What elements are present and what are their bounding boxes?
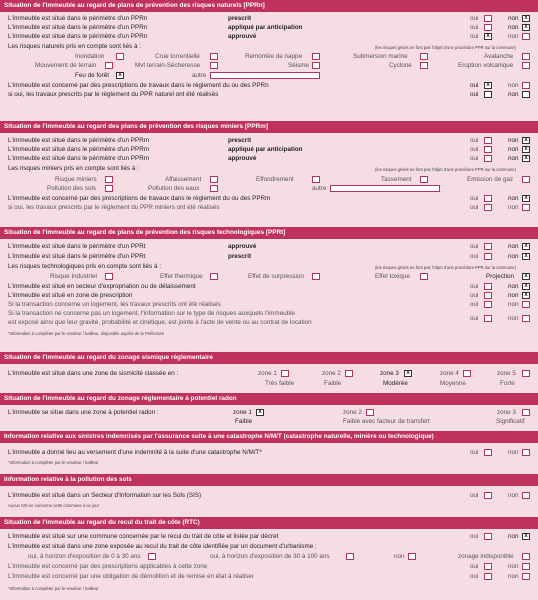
risk-thermique-checkbox[interactable] — [210, 273, 218, 280]
pprn-anticipation-non-checkbox[interactable] — [522, 24, 530, 31]
risk-miniers-checkbox[interactable] — [105, 176, 113, 183]
pprm-prescrit-oui-checkbox[interactable] — [484, 137, 492, 144]
zone-label: zone 1 — [258, 370, 277, 377]
sinistres-footnote: *Information à compléter par le vendeur / bailleur — [8, 460, 99, 465]
zone-level: Moyenne — [440, 380, 466, 387]
risk-label: Risque Industriel — [50, 273, 97, 280]
rtc-demolition-non-checkbox[interactable] — [522, 573, 530, 580]
oui-label: oui — [470, 253, 479, 260]
sis-footnote: Aucun SIS ne concerne cette commune à ce jour — [8, 503, 100, 508]
autre-label: autre — [312, 185, 327, 192]
risk-label: Tassement — [381, 176, 412, 183]
risk-pollution-eaux-checkbox[interactable] — [210, 185, 218, 192]
non-label: non — [508, 283, 519, 290]
pprn-anticipation-oui-checkbox[interactable] — [484, 24, 492, 31]
risk-inondation-checkbox[interactable] — [116, 53, 124, 60]
pprm-travaux-label: si oui, les travaux prescrits par le règlement du PPR miniers ont été réalisés — [8, 204, 220, 211]
oui-label: oui — [470, 449, 479, 456]
section-header-sinistres: Information relative aux sinistres indemnisés par l'assurance suite à une catastrophe N/M/T (catastrophe naturelle, minière ou technologique) — [0, 431, 538, 443]
pprm-travaux-oui-checkbox[interactable] — [484, 204, 492, 211]
rtc-demolition-oui-checkbox[interactable] — [484, 573, 492, 580]
section-radon — [0, 405, 538, 429]
risk-label: Remontée de nappe — [245, 53, 303, 60]
pprn-approuve-non-checkbox[interactable] — [522, 33, 530, 40]
non-label: non — [508, 449, 519, 456]
sismique-zone3-checkbox[interactable] — [404, 370, 412, 377]
risk-tassement-checkbox[interactable] — [420, 176, 428, 183]
pprm-prescriptions-non-checkbox[interactable] — [522, 195, 530, 202]
pprt-logement-non-checkbox[interactable] — [522, 301, 530, 308]
pprm-prescrit-value: prescrit — [228, 137, 252, 144]
rtc-option-label: oui, à horizon d'exposition de 0 à 30 ans — [28, 553, 141, 560]
pprn-travaux-non-checkbox[interactable] — [522, 91, 530, 98]
rtc-30-100-checkbox[interactable] — [346, 553, 354, 560]
zone-label: zone 2 — [343, 409, 362, 416]
pprm-prescriptions-label: L'immeuble est concerné par des prescriptions de travaux dans le règlement du ou des PPRm — [8, 195, 271, 202]
risk-industriel-checkbox[interactable] — [105, 273, 113, 280]
non-label: non — [508, 292, 519, 299]
risk-toxique-checkbox[interactable] — [420, 273, 428, 280]
pprt-expropriation-label: L'immeuble est situé en secteur d'expropriation ou de délaissement — [8, 283, 196, 290]
section-header-radon: Situation de l'immeuble au regard du zonage réglementaire à potentiel radon — [0, 393, 538, 405]
zone-label: zone 1 — [233, 409, 252, 416]
pprt-non-logement-non-checkbox[interactable] — [522, 315, 530, 322]
pprm-prescrit-label: L'immeuble est situé dans le périmètre d'un PPRm — [8, 137, 150, 144]
risk-label: Inondation — [75, 53, 105, 60]
rtc-commune-non-checkbox[interactable] — [522, 533, 530, 540]
section-header-pollution: Information relative à la pollution des sols — [0, 474, 538, 486]
pprt-footnote: *Information à compléter par le vendeur / bailleur, disponible auprès de la Préfecture — [8, 331, 165, 336]
rtc-indisponible-checkbox[interactable] — [522, 553, 530, 560]
risk-autre-input[interactable] — [210, 72, 320, 79]
zone-label: zone 2 — [322, 370, 341, 377]
non-label: non — [508, 15, 519, 22]
rtc-commune-oui-checkbox[interactable] — [484, 533, 492, 540]
oui-label: oui — [470, 243, 479, 250]
radon-zone2-checkbox[interactable] — [366, 409, 374, 416]
pprt-risks-intro: Les risques technologiques pris en compte sont liés à : — [8, 263, 161, 270]
risk-autre-input[interactable] — [330, 185, 440, 192]
pprm-anticipation-oui-checkbox[interactable] — [484, 146, 492, 153]
risk-emission-gaz-checkbox[interactable] — [522, 176, 530, 183]
zone-level: Faible — [235, 418, 253, 425]
pprn-prescrit-non-checkbox[interactable] — [522, 15, 530, 22]
pprn-anticipation-label: L'immeuble est situé dans le périmètre d'un PPRn — [8, 24, 148, 31]
sismique-label: L'immeuble est situé dans une zone de sismicité classée en : — [8, 370, 179, 377]
pprt-approuve-oui-checkbox[interactable] — [484, 243, 492, 250]
rtc-0-30-checkbox[interactable] — [148, 553, 156, 560]
pprn-travaux-label: si oui, les travaux prescrits par le règlement du PPR naturel ont été réalisés — [8, 91, 219, 98]
pprt-prescription-zone-label: L'immeuble est situé en zone de prescription — [8, 292, 133, 299]
rtc-option-label: oui, à horizon d'exposition de 30 à 100 ans — [210, 553, 330, 560]
section-pprm — [0, 133, 538, 225]
risk-cyclone-checkbox[interactable] — [420, 62, 428, 69]
pprm-approuve-oui-checkbox[interactable] — [484, 155, 492, 162]
non-label: non — [508, 82, 519, 89]
sis-label: L'immeuble est situé dans un Secteur d'Information sur les Sols (SIS) — [8, 492, 202, 499]
pprt-non-logement-label-2: est exposé ainsi que leur gravité, probabilité et cinétique, est jointe à l'acte de vente ou au contrat de location — [8, 319, 312, 326]
risk-label: Pollution des eaux — [148, 185, 200, 192]
risk-nappe-checkbox[interactable] — [312, 53, 320, 60]
rtc-demolition-label: L'immeuble est concerné par une obligation de démolition et de remise en état à réaliser — [8, 573, 254, 580]
non-label: non — [508, 195, 519, 202]
oui-label: oui — [470, 15, 479, 22]
pprt-logement-oui-checkbox[interactable] — [484, 301, 492, 308]
pprn-risks-intro: Les risques naturels pris en compte sont liés à : — [8, 43, 142, 50]
oui-label: oui — [470, 82, 479, 89]
pprn-anticipation-value: appliqué par anticipation — [228, 24, 303, 31]
autre-label: autre — [192, 72, 207, 79]
section-sinistres — [0, 443, 538, 471]
risk-eruption-checkbox[interactable] — [522, 62, 530, 69]
pprt-prescrit-oui-checkbox[interactable] — [484, 253, 492, 260]
risk-label: Effet toxique — [375, 273, 410, 280]
risk-label: Pollution des sols — [47, 185, 97, 192]
oui-label: oui — [470, 283, 479, 290]
sismique-zone1-checkbox[interactable] — [281, 370, 289, 377]
pprm-travaux-non-checkbox[interactable] — [522, 204, 530, 211]
risk-seisme-checkbox[interactable] — [312, 62, 320, 69]
risk-surpression-checkbox[interactable] — [312, 273, 320, 280]
sinistres-oui-checkbox[interactable] — [484, 449, 492, 456]
zone-level: Faible — [324, 380, 342, 387]
section-header-rtc: Situation de l'immeuble au regard du recul du trait de côte (RTC) — [0, 517, 538, 529]
oui-label: oui — [470, 137, 479, 144]
oui-label: oui — [470, 195, 479, 202]
oui-label: oui — [470, 24, 479, 31]
pprt-prescrit-label: L'immeuble est situé dans le périmètre d'un PPRt — [8, 253, 146, 260]
pprt-approuve-non-checkbox[interactable] — [522, 243, 530, 250]
non-label: non — [508, 24, 519, 31]
risk-feu-foret-checkbox[interactable] — [116, 72, 124, 79]
pprn-approuve-value: approuvé — [228, 33, 257, 40]
oui-label: oui — [470, 33, 479, 40]
risk-label: Mvt terrain-Sécheresse — [135, 62, 201, 69]
pprm-prescrit-non-checkbox[interactable] — [522, 137, 530, 144]
risk-submersion-checkbox[interactable] — [420, 53, 428, 60]
pprn-approuve-label: L'immeuble est situé dans le périmètre d'un PPRn — [8, 33, 148, 40]
pprm-anticipation-label: L'immeuble est situé dans le périmètre d'un PPRm — [8, 146, 150, 153]
pprt-approuve-label: L'immeuble est situé dans le périmètre d'un PPRt — [8, 243, 146, 250]
pprm-risks-intro: Les risques miniers pris en compte sont liés à : — [8, 165, 139, 172]
zone-label: zone 4 — [440, 370, 459, 377]
pprn-prescrit-label: L'immeuble est situé dans le périmètre d'un PPRn — [8, 15, 148, 22]
radon-zone1-checkbox[interactable] — [256, 409, 264, 416]
non-label: non — [508, 155, 519, 162]
risk-label: Séisme — [288, 62, 309, 69]
non-label: non — [508, 533, 519, 540]
oui-label: oui — [470, 315, 479, 322]
risk-crue-checkbox[interactable] — [210, 53, 218, 60]
pprt-risks-note: (les risques grisés ne font pas l'objet d'une procédure PPR sur la commune) — [375, 265, 517, 270]
non-label: non — [508, 204, 519, 211]
oui-label: oui — [470, 91, 479, 98]
pprm-approuve-non-checkbox[interactable] — [522, 155, 530, 162]
radon-zone3-checkbox[interactable] — [522, 409, 530, 416]
rtc-commune-label: L'immeuble est situé sur une commune concernée par le recul du trait de côte et listée par décret — [8, 533, 279, 540]
pprm-risks-note: (les risques grisés ne font pas l'objet d'une procédure PPR sur la commune) — [375, 167, 517, 172]
non-label: non — [508, 492, 519, 499]
risk-label: Crue torrentielle — [155, 53, 200, 60]
pprn-approuve-oui-checkbox[interactable] — [484, 33, 492, 40]
zone-label: zone 3 — [497, 409, 516, 416]
non-label: non — [508, 243, 519, 250]
risk-label: Avalanche — [484, 53, 514, 60]
non-label: non — [508, 33, 519, 40]
section-header-pprm: Situation de l'immeuble au regard des plans de prévention des risques miniers [PPRm] — [0, 121, 538, 133]
rtc-non-checkbox[interactable] — [408, 553, 416, 560]
risk-label: Risque miniers — [55, 176, 97, 183]
pprt-prescrit-value: prescrit — [228, 253, 252, 260]
sinistres-label: L'immeuble a donné lieu au versement d'une indemnité à la suite d'une catastrophe N/M/T* — [8, 449, 262, 456]
pprn-prescriptions-non-checkbox[interactable] — [522, 82, 530, 89]
risk-label: Feu de forêt — [75, 72, 109, 79]
risk-label: Emission de gaz — [467, 176, 514, 183]
pprm-anticipation-non-checkbox[interactable] — [522, 146, 530, 153]
risk-label: Projection — [486, 273, 515, 280]
sinistres-non-checkbox[interactable] — [522, 449, 530, 456]
risk-label: Mouvement de terrain — [35, 62, 97, 69]
zone-level: Forte — [500, 380, 515, 387]
pprn-prescrit-value: prescrit — [228, 15, 252, 22]
pprt-expropriation-oui-checkbox[interactable] — [484, 283, 492, 290]
oui-label: oui — [470, 573, 479, 580]
section-pprt — [0, 239, 538, 348]
zone-level: Très faible — [265, 380, 295, 387]
non-label: non — [508, 301, 519, 308]
oui-label: oui — [470, 533, 479, 540]
zone-level: Faible avec facteur de transfert — [343, 418, 430, 425]
pprt-prescription-zone-oui-checkbox[interactable] — [484, 292, 492, 299]
pprt-non-logement-oui-checkbox[interactable] — [484, 315, 492, 322]
non-label: non — [508, 573, 519, 580]
section-header-pprn: Situation de l'immeuble au regard de plans de prévention des risques naturels [PPRn] — [0, 0, 538, 12]
pprn-travaux-oui-checkbox[interactable] — [484, 91, 492, 98]
pprn-risks-note: (les risques grisés ne font pas l'objet d'une procédure PPR sur la commune) — [375, 45, 517, 50]
risk-effondrement-checkbox[interactable] — [312, 176, 320, 183]
section-pollution — [0, 486, 538, 513]
pprt-non-logement-label: Si la transaction ne concerne pas un logement, l'information sur le type de risques auxquels l'immeuble — [8, 310, 295, 317]
sismique-zone4-checkbox[interactable] — [463, 370, 471, 377]
non-label: non — [508, 137, 519, 144]
pprm-approuve-label: L'immeuble est situé dans le périmètre d'un PPRm — [8, 155, 150, 162]
sis-oui-checkbox[interactable] — [484, 492, 492, 499]
pprn-prescriptions-oui-checkbox[interactable] — [484, 82, 492, 89]
pprm-prescriptions-oui-checkbox[interactable] — [484, 195, 492, 202]
pprt-logement-label: Si la transaction concerne un logement, les travaux prescrits ont été réalisés — [8, 301, 221, 308]
sismique-zone5-checkbox[interactable] — [522, 370, 530, 377]
non-label: non — [508, 253, 519, 260]
oui-label: oui — [470, 492, 479, 499]
rtc-prescriptions-oui-checkbox[interactable] — [484, 563, 492, 570]
non-label: non — [508, 146, 519, 153]
non-label: non — [508, 91, 519, 98]
oui-label: oui — [470, 204, 479, 211]
zone-label: zone 3 — [380, 370, 399, 377]
oui-label: oui — [470, 301, 479, 308]
zone-level: Modérée — [383, 380, 408, 387]
risk-pollution-sols-checkbox[interactable] — [105, 185, 113, 192]
pprm-anticipation-value: appliqué par anticipation — [228, 146, 303, 153]
risk-label: Effondrement — [256, 176, 294, 183]
section-pprn — [0, 12, 538, 120]
rtc-prescriptions-label: L'immeuble est concerné par des prescriptions applicables à cette zone — [8, 563, 208, 570]
risk-label: Submersion marine — [353, 53, 408, 60]
oui-label: oui — [470, 146, 479, 153]
risk-mvt-terrain-checkbox[interactable] — [105, 62, 113, 69]
rtc-prescriptions-non-checkbox[interactable] — [522, 563, 530, 570]
sismique-zone2-checkbox[interactable] — [345, 370, 353, 377]
pprt-prescription-zone-non-checkbox[interactable] — [522, 292, 530, 299]
pprn-prescriptions-label: L'immeuble est concerné par des prescriptions de travaux dans le règlement du ou des PPRn — [8, 82, 269, 89]
non-label: non — [508, 563, 519, 570]
section-header-sismique: Situation de l'immeuble au regard du zonage sismique réglementaire — [0, 352, 538, 364]
pprm-approuve-value: approuvé — [228, 155, 257, 162]
risk-label: Effet thermique — [160, 273, 203, 280]
rtc-option-label: zonage indisponible — [458, 553, 514, 560]
pprt-expropriation-non-checkbox[interactable] — [522, 283, 530, 290]
sis-non-checkbox[interactable] — [522, 492, 530, 499]
risk-label: Eruption volcanique — [458, 62, 514, 69]
section-header-pprt: Situation de l'immeuble au regard de plans de prévention des risques technologiques [PPRt] — [0, 227, 538, 239]
section-sismique — [0, 364, 538, 392]
pprn-prescrit-oui-checkbox[interactable] — [484, 15, 492, 22]
risk-projection-checkbox[interactable] — [522, 273, 530, 280]
risk-affaissement-checkbox[interactable] — [210, 176, 218, 183]
radon-label: L'immeuble se situe dans une zone à potentiel radon : — [8, 409, 159, 416]
risk-label: Affaissement — [165, 176, 202, 183]
risk-secheresse-checkbox[interactable] — [210, 62, 218, 69]
oui-label: oui — [470, 292, 479, 299]
pprt-prescrit-non-checkbox[interactable] — [522, 253, 530, 260]
zone-level: Significatif — [496, 418, 525, 425]
rtc-option-label: non — [394, 553, 405, 560]
zone-label: zone 5 — [497, 370, 516, 377]
risk-label: Cyclone — [389, 62, 412, 69]
non-label: non — [508, 315, 519, 322]
risk-avalanche-checkbox[interactable] — [522, 53, 530, 60]
pprt-approuve-value: approuvé — [228, 243, 257, 250]
risk-label: Effet de surpression — [248, 273, 304, 280]
rtc-footnote: *Information à compléter par le vendeur / bailleur — [8, 586, 99, 591]
oui-label: oui — [470, 563, 479, 570]
oui-label: oui — [470, 155, 479, 162]
rtc-zone-label: L'immeuble est situé dans une zone exposée au recul du trait de côte identifiée par un document d'urbanisme : — [8, 543, 317, 550]
section-rtc — [0, 529, 538, 600]
